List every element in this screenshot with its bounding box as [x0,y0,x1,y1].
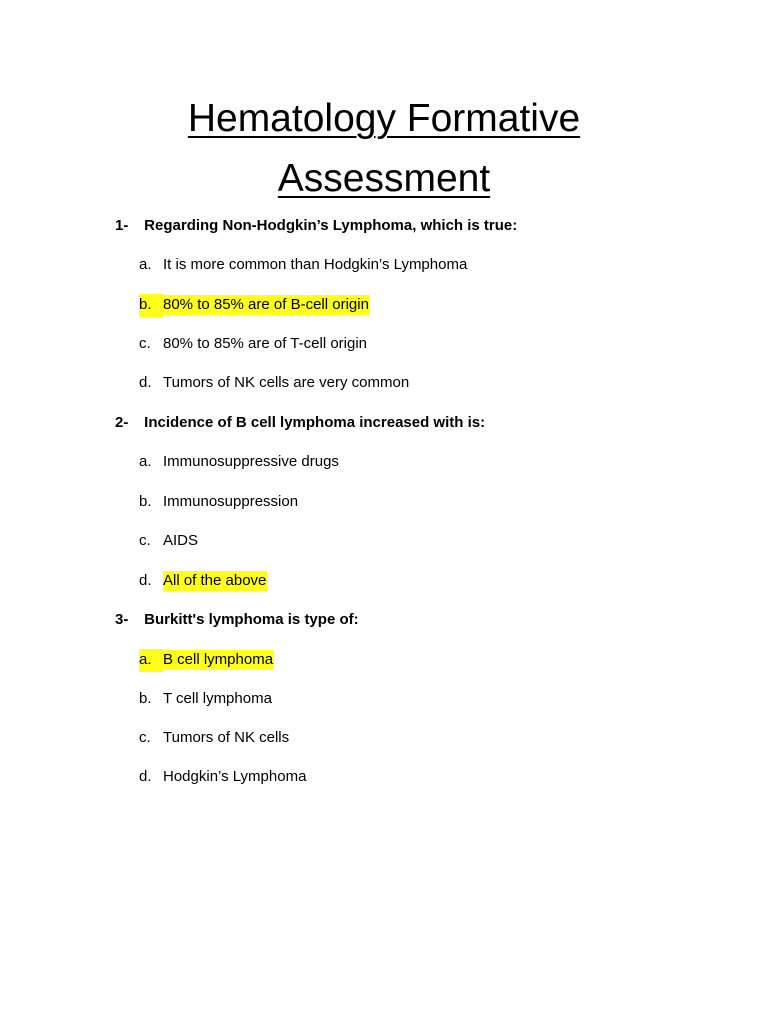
question-number: 3- [115,611,129,628]
option-text: T cell lymphoma [163,690,272,707]
question-3-option-c [139,728,290,748]
option-letter: a. [139,453,152,470]
option-text: Tumors of NK cells are very common [163,374,410,391]
question-3-option-b [139,689,273,709]
option-text: Tumors of NK cells [163,729,290,746]
option-letter: d. [139,374,152,391]
question-text: Burkitt's lymphoma is type of: [144,611,359,628]
question-3 [115,610,359,630]
option-text: B cell lymphoma [163,651,274,668]
option-text: AIDS [163,532,199,549]
question-1-option-d [139,373,410,393]
question-1-option-b-highlighted [139,294,370,317]
option-text: It is more common than Hodgkin’s Lymphoma [163,256,468,273]
option-letter: d. [139,768,152,785]
option-letter: c. [139,532,151,549]
option-text: Immunosuppressive drugs [163,453,339,470]
option-letter: b. [139,690,152,707]
document-title-line-2: Assessment [277,157,491,200]
option-text: 80% to 85% are of T-cell origin [163,335,368,352]
question-2-option-a [139,452,340,472]
question-3-option-a-highlighted [139,649,274,672]
option-text: Immunosuppression [163,493,299,510]
option-letter: c. [139,729,151,746]
question-text: Incidence of B cell lymphoma increased with is: [144,414,486,431]
question-2-option-d-highlighted [139,570,267,593]
question-2-option-b [139,492,299,512]
option-text: Hodgkin’s Lymphoma [163,768,307,785]
question-1 [115,216,517,236]
option-letter: a. [139,256,152,273]
document-title-line-1: Hematology Formative [187,97,581,140]
option-text: 80% to 85% are of B-cell origin [163,296,369,313]
option-letter: d. [139,572,152,589]
question-1-option-a [139,255,468,275]
question-2-option-c [139,531,199,551]
question-3-option-d [139,767,307,787]
question-text: Regarding Non-Hodgkin’s Lymphoma, which is true: [144,217,518,234]
question-number: 1- [115,217,129,234]
option-letter: c. [139,335,151,352]
question-number: 2- [115,414,129,431]
option-text: All of the above [163,572,267,589]
option-letter: b. [139,294,163,317]
question-1-option-c [139,334,368,354]
option-letter: b. [139,493,152,510]
option-letter: a. [139,649,163,672]
question-2 [115,413,485,433]
